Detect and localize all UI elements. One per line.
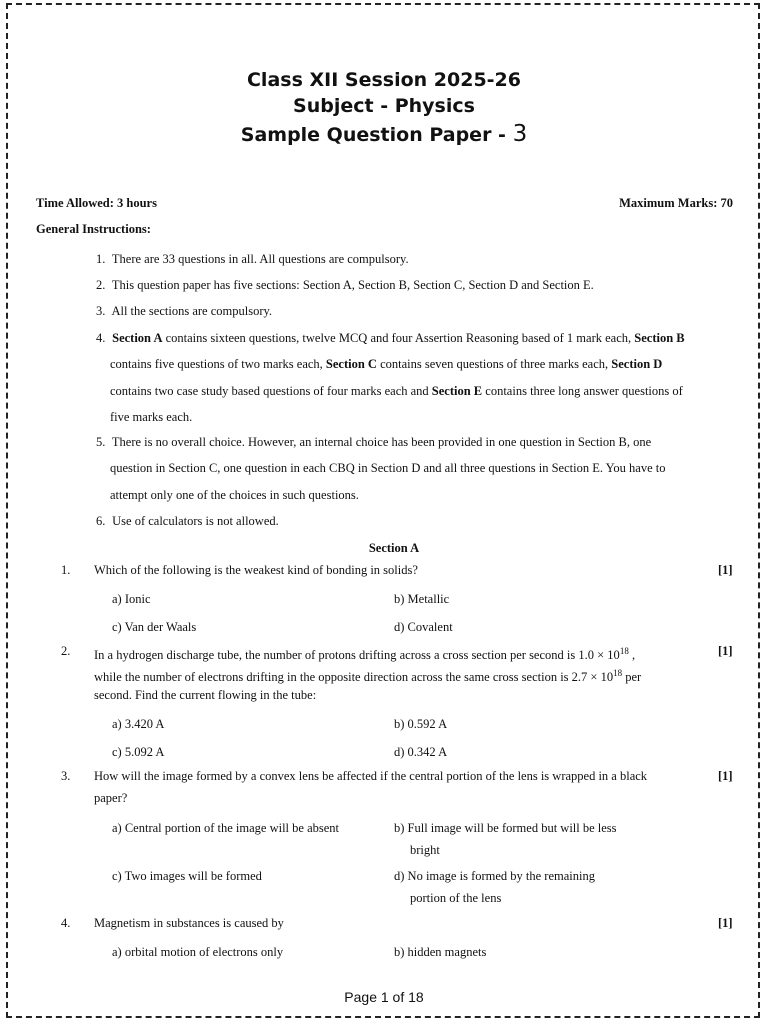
question-2-number: 2. [61,644,71,658]
question-2-option-b: b) 0.592 A [394,717,448,731]
instruction-1: 1. There are 33 questions in all. All questions are compulsory. [96,252,409,266]
question-1-option-d: d) Covalent [394,620,453,634]
question-3-option-b: b) Full image will be formed but will be less bright [394,821,617,857]
question-3-line-1: How will the image formed by a convex lens be affected if the central portion of the lens is wrapped in a black [94,769,648,783]
question-4-option-a: a) orbital motion of electrons only [112,945,284,959]
proton-rate: 1.0 × 10 [578,648,620,663]
question-2-marks: [1] [718,644,733,658]
question-2-option-d: d) 0.342 A [394,745,448,759]
section-a-heading: Section A [368,541,420,555]
question-1-number: 1. [61,563,71,577]
question-3-option-d: d) No image is formed by the remaining portion of the lens [394,869,595,905]
paper-name-prefix: Sample Question Paper - [240,124,506,146]
instruction-6: 6. Use of calculators is not allowed. [96,514,279,528]
general-instructions-heading: General Instructions: [36,222,151,236]
question-3-marks: [1] [718,769,733,783]
question-2-line-3: second. Find the current flowing in the tube: [94,688,317,702]
paper-class-title: Class XII Session 2025-26 [246,69,521,91]
question-4-number: 4. [61,916,71,930]
question-3-line-2: paper? [94,791,128,805]
maximum-marks: Maximum Marks: 70 [619,196,733,210]
question-4-marks: [1] [718,916,733,930]
question-3-number: 3. [61,769,71,783]
paper-subject-title: Subject - Physics [293,95,475,117]
question-1-option-c: c) Van der Waals [112,620,197,634]
question-4-text: Magnetism in substances is caused by [94,916,284,930]
question-4-option-b: b) hidden magnets [394,945,487,959]
page-number-footer: Page 1 of 18 [344,989,424,1005]
instruction-4-line-2: contains five questions of two marks each, Section C contains seven questions of three marks each, Section D [110,357,663,371]
instruction-4-line-4: five marks each. [110,410,193,424]
paper-name-title [0,121,768,147]
question-3-option-a: a) Central portion of the image will be absent [112,821,340,835]
instruction-5: 5. There is no overall choice. However, an internal choice has been provided in one question in Section B, one [96,435,652,449]
question-2-line-1: In a hydrogen discharge tube, the number of protons drifting across a cross section per second is $1.0 \times 10^{18}$ , [94,646,636,663]
question-2-option-c: c) 5.092 A [112,745,165,759]
electron-rate: 2.7 × 10 [571,670,614,685]
question-2-option-a: a) 3.420 A [112,717,165,731]
instruction-5-line-2: question in Section C, one question in each CBQ in Section D and all three questions in Section E. You have to [110,461,666,475]
question-1-option-a: a) Ionic [112,592,151,606]
instruction-4: 4. Section A contains sixteen questions, twelve MCQ and four Assertion Reasoning based of 1 mark each, Section B [96,331,685,345]
instruction-4-line-3: contains two case study based questions of four marks each and Section E contains three long answer questions of [110,384,683,398]
question-1-text: Which of the following is the weakest kind of bonding in solids? [94,563,418,577]
paper-number: 3 [512,121,528,147]
instruction-3: 3. All the sections are compulsory. [96,304,273,318]
instruction-2: 2. This question paper has five sections: Section A, Section B, Section C, Section D and Section E. [96,278,594,292]
question-1-marks: [1] [718,563,733,577]
time-allowed: Time Allowed: 3 hours [36,196,157,210]
question-2-line-2: while the number of electrons drifting in the opposite direction across the same cross section is $2.7 \times 10^{18}$ per [94,668,642,685]
instruction-5-line-3: attempt only one of the choices in such questions. [110,488,359,502]
question-3-option-c: c) Two images will be formed [112,869,262,883]
question-1-option-b: b) Metallic [394,592,450,606]
